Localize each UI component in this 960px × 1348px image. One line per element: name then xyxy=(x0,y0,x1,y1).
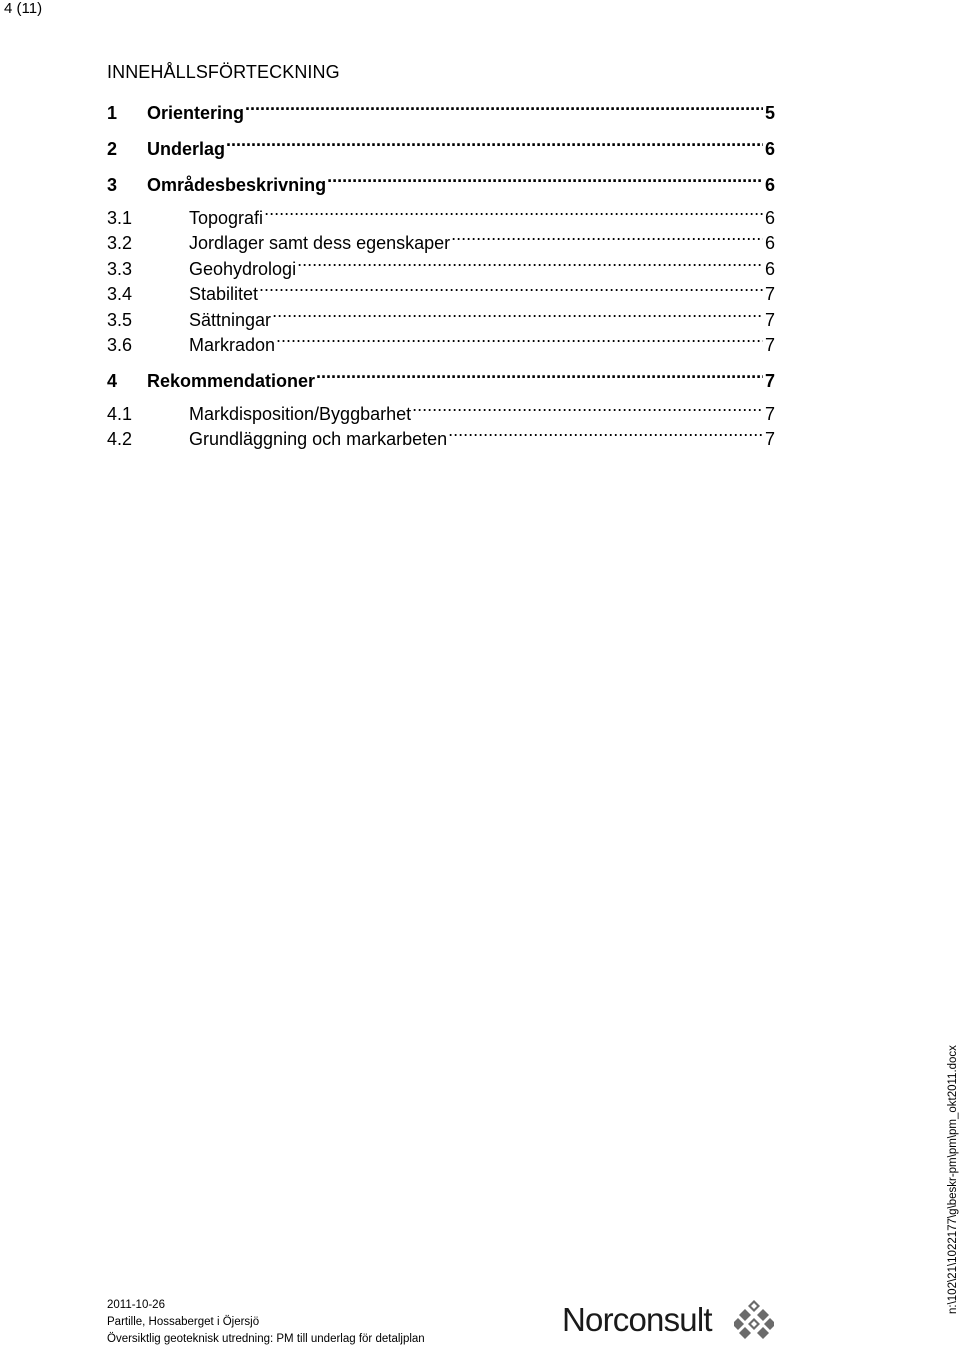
document-file-path: n:\102\21\1022177\g\beskr-pm\pm\pm_okt2011.docx xyxy=(947,1045,959,1314)
toc-entry-label: Områdesbeskrivning xyxy=(147,175,327,195)
toc-entry-underlag[interactable] xyxy=(107,133,775,160)
toc-dot-leader xyxy=(259,278,763,300)
toc-entry-page: 7 xyxy=(764,404,775,424)
toc-dot-leader xyxy=(451,227,763,249)
toc-entry-page: 7 xyxy=(764,335,775,355)
toc-entry-orientering[interactable] xyxy=(107,97,775,124)
toc-entry-label: Topografi xyxy=(189,208,264,228)
toc-entry-number: 4.1 xyxy=(107,404,133,424)
toc-entry-number: 3.1 xyxy=(107,208,133,228)
toc-entry-omradesbeskrivning[interactable] xyxy=(107,169,775,196)
page-footer xyxy=(107,1297,425,1348)
toc-entry-number: 2 xyxy=(107,139,118,159)
toc-entry-label: Markradon xyxy=(189,335,276,355)
toc-entry-page: 6 xyxy=(764,139,775,159)
toc-entry-number: 3.3 xyxy=(107,259,133,279)
toc-dot-leader xyxy=(226,133,763,155)
toc-entry-label: Geohydrologi xyxy=(189,259,297,279)
page-number: 4 (11) xyxy=(4,0,43,17)
toc-dot-leader xyxy=(327,169,763,191)
toc-entry-stabilitet[interactable] xyxy=(107,278,775,305)
toc-entry-page: 6 xyxy=(764,259,775,279)
toc-dot-leader xyxy=(245,97,763,119)
toc-entry-page: 7 xyxy=(764,310,775,330)
toc-entry-markradon[interactable] xyxy=(107,329,775,356)
toc-dot-leader xyxy=(412,398,763,420)
footer-date: 2011-10-26 xyxy=(107,1299,165,1311)
toc-dot-leader xyxy=(272,304,763,326)
toc-entry-number: 4.2 xyxy=(107,429,133,449)
norconsult-logo xyxy=(562,1298,774,1344)
toc-entry-number: 3.4 xyxy=(107,284,133,304)
toc-entry-markdisposition[interactable] xyxy=(107,398,775,425)
toc-dot-leader xyxy=(448,423,763,445)
toc-entry-page: 6 xyxy=(764,233,775,253)
toc-entry-sattningar[interactable] xyxy=(107,304,775,331)
toc-entry-label: Rekommendationer xyxy=(147,371,316,391)
toc-entry-page: 6 xyxy=(764,175,775,195)
footer-description: Översiktlig geoteknisk utredning: PM till underlag för detaljplan xyxy=(107,1333,425,1345)
toc-dot-leader xyxy=(316,365,763,387)
toc-entry-label: Jordlager samt dess egenskaper xyxy=(189,233,451,253)
toc-entry-number: 4 xyxy=(107,371,118,391)
toc-entry-page: 7 xyxy=(764,284,775,304)
toc-entry-label: Underlag xyxy=(147,139,226,159)
toc-entry-number: 3.6 xyxy=(107,335,133,355)
norconsult-diamond-logo-icon xyxy=(734,1300,774,1340)
toc-entry-number: 3.5 xyxy=(107,310,133,330)
toc-entry-number: 3 xyxy=(107,175,118,195)
toc-entry-page: 7 xyxy=(764,371,775,391)
toc-dot-leader xyxy=(276,329,763,351)
toc-title: INNEHÅLLSFÖRTECKNING xyxy=(107,62,340,82)
toc-entry-label: Markdisposition/Byggbarhet xyxy=(189,404,412,424)
toc-entry-jordlager[interactable] xyxy=(107,227,775,254)
logo-wordmark: Norconsult xyxy=(562,1301,712,1338)
toc-entry-page: 7 xyxy=(764,429,775,449)
toc-entry-geohydrologi[interactable] xyxy=(107,253,775,280)
toc-entry-topografi[interactable] xyxy=(107,202,775,229)
toc-entry-label: Grundläggning och markarbeten xyxy=(189,429,448,449)
footer-project: Partille, Hossaberget i Öjersjö xyxy=(107,1316,260,1328)
toc-entry-rekommendationer[interactable] xyxy=(107,365,775,392)
toc-dot-leader xyxy=(297,253,763,275)
toc-entry-label: Stabilitet xyxy=(189,284,259,304)
toc-entry-number: 3.2 xyxy=(107,233,133,253)
toc-entry-number: 1 xyxy=(107,103,118,123)
toc-entry-page: 5 xyxy=(764,103,775,123)
toc-entry-label: Orientering xyxy=(147,103,245,123)
toc-dot-leader xyxy=(264,202,763,224)
toc-entry-page: 6 xyxy=(764,208,775,228)
toc-entry-grundlaggning[interactable] xyxy=(107,423,775,450)
toc-entry-label: Sättningar xyxy=(189,310,272,330)
